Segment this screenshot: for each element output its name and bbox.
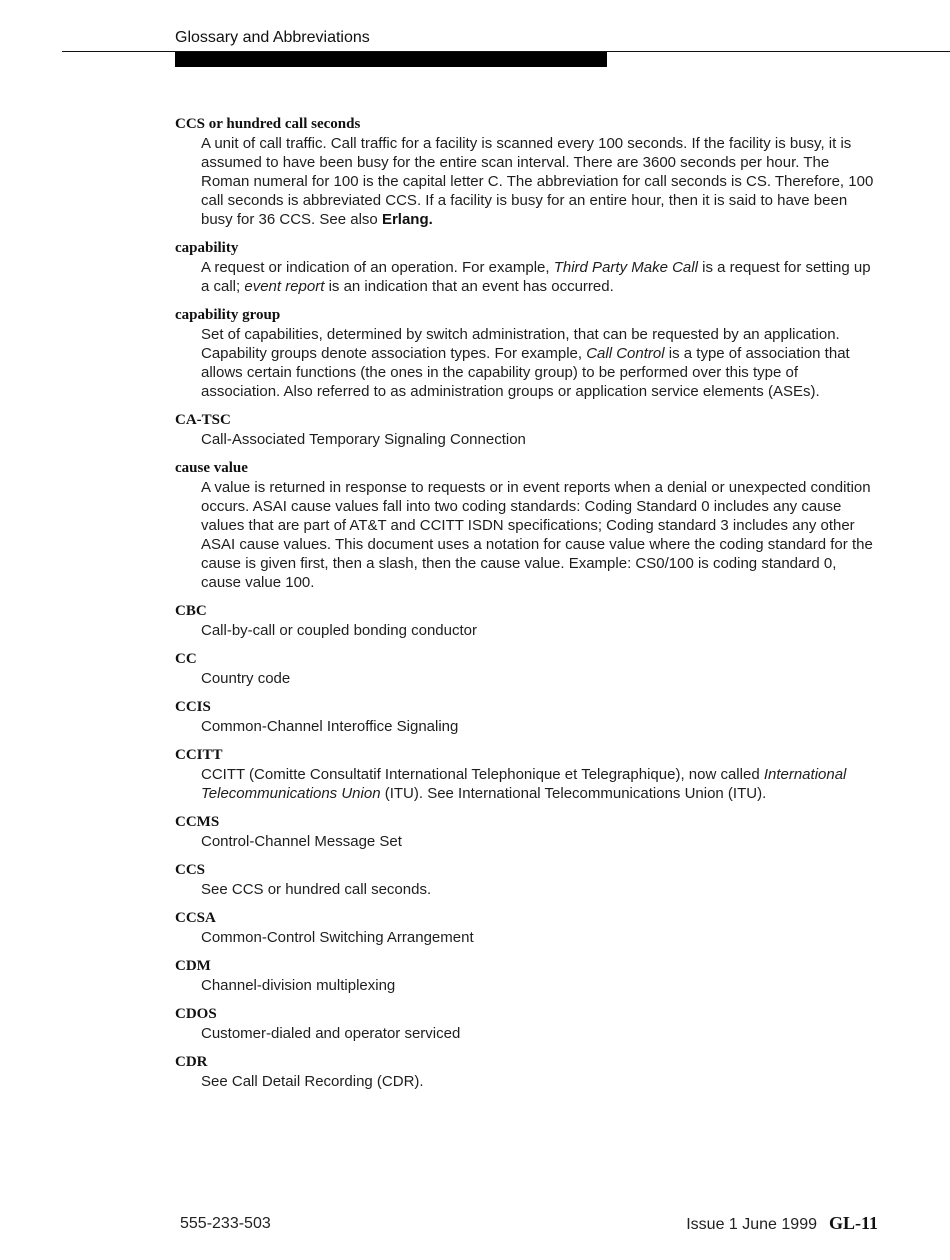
glossary-term: CCS or hundred call seconds bbox=[175, 116, 361, 132]
glossary-definition bbox=[201, 258, 880, 296]
glossary-definition bbox=[201, 1072, 880, 1091]
glossary-entry bbox=[175, 909, 880, 947]
glossary-entry bbox=[175, 411, 880, 449]
glossary-term: cause value bbox=[175, 460, 248, 476]
glossary-definition bbox=[201, 621, 880, 640]
glossary-term: CDM bbox=[175, 958, 211, 974]
definition-text: Erlang. bbox=[381, 211, 433, 228]
glossary-term: CCITT bbox=[175, 747, 223, 763]
footer-issue: Issue 1 June 1999 bbox=[686, 1216, 817, 1233]
glossary-entry bbox=[175, 602, 880, 640]
glossary-entry bbox=[175, 306, 880, 401]
glossary-definition bbox=[201, 765, 880, 803]
definition-text: See CCS or hundred call seconds. bbox=[201, 881, 432, 898]
footer-info bbox=[686, 1213, 878, 1234]
glossary-entry bbox=[175, 957, 880, 995]
glossary-term: CCS bbox=[175, 862, 206, 878]
glossary-entry bbox=[175, 746, 880, 803]
definition-text: A unit of call traffic. Call traffic for a facility is scanned every 100 seconds. If the facility is busy, it is assumed to have been busy for the entire scan interval. There are 3600 seconds per hour. The Roman numeral for 100 is the capital letter C. The abbreviation for call seconds is CS. Therefore, 100 call seconds is abbreviated CCS. If a facility is busy for an entire hour, then it is said to have been busy for 36 CCS. See also bbox=[201, 135, 874, 228]
glossary-term: capability group bbox=[175, 307, 281, 323]
glossary-entry bbox=[175, 115, 880, 229]
footer-page-number: GL-11 bbox=[828, 1213, 878, 1233]
glossary-term: CCSA bbox=[175, 910, 216, 926]
definition-text: is a type of association that allows certain functions (the ones in the capability group) to be performed over this type of association. Also referred to as administration groups or application service elements (ASEs). bbox=[201, 345, 850, 400]
glossary-definition bbox=[201, 669, 880, 688]
glossary-definition bbox=[201, 717, 880, 736]
glossary-definition bbox=[201, 325, 880, 401]
definition-text: Customer-dialed and operator serviced bbox=[201, 1025, 461, 1042]
glossary-entry bbox=[175, 239, 880, 296]
glossary-definition bbox=[201, 1024, 880, 1043]
header-bar bbox=[175, 52, 607, 67]
definition-text: Control-Channel Message Set bbox=[201, 833, 402, 850]
glossary-definition bbox=[201, 976, 880, 995]
glossary-entry bbox=[175, 1053, 880, 1091]
definition-text: is a request for setting up a call; bbox=[201, 259, 871, 295]
glossary-list bbox=[175, 115, 880, 1101]
glossary-entry bbox=[175, 459, 880, 592]
glossary-entry bbox=[175, 813, 880, 851]
glossary-definition bbox=[201, 928, 880, 947]
definition-text: is an indication that an event has occurred. bbox=[324, 278, 614, 295]
definition-text: Common-Channel Interoffice Signaling bbox=[201, 718, 459, 735]
glossary-entry bbox=[175, 1005, 880, 1043]
glossary-definition bbox=[201, 430, 880, 449]
glossary-entry bbox=[175, 650, 880, 688]
definition-text: A request or indication of an operation. For example, bbox=[201, 259, 554, 276]
definition-text: Call-Associated Temporary Signaling Connection bbox=[201, 431, 526, 448]
glossary-term: CCMS bbox=[175, 814, 220, 830]
glossary-term: CDOS bbox=[175, 1006, 217, 1022]
definition-text: (ITU). See International Telecommunications Union (ITU). bbox=[380, 785, 767, 802]
definition-text: Channel-division multiplexing bbox=[201, 977, 396, 994]
definition-text: CCITT (Comitte Consultatif International Telephonique et Telegraphique), now called bbox=[201, 766, 764, 783]
definition-text: International Telecommunications Union bbox=[201, 766, 847, 802]
definition-text: Third Party Make Call bbox=[553, 259, 698, 276]
definition-text: Set of capabilities, determined by switch administration, that can be requested by an application. Capability groups denote association types. For example, bbox=[201, 326, 840, 362]
definition-text: event report bbox=[244, 278, 325, 295]
definition-text: A value is returned in response to requests or in event reports when a denial or unexpected condition occurs. ASAI cause values fall into two coding standards: Coding Standard 0 includes any cause values that are part of AT&T and CCITT ISDN specifications; Coding standard 3 includes any other ASAI cause values. This document uses a notation for cause value where the coding standard for the cause is given first, then a slash, then the cause value. Example: CS0/100 is coding standard 0, cause value 100. bbox=[201, 479, 873, 591]
definition-text: Call-by-call or coupled bonding conductor bbox=[201, 622, 477, 639]
footer-doc-number: 555-233-503 bbox=[180, 1215, 271, 1232]
glossary-definition bbox=[201, 478, 880, 592]
definition-text: Country code bbox=[201, 670, 291, 687]
glossary-term: CA-TSC bbox=[175, 412, 231, 428]
definition-text: Call Control bbox=[586, 345, 665, 362]
glossary-term: CCIS bbox=[175, 699, 211, 715]
glossary-term: CC bbox=[175, 651, 197, 667]
glossary-term: capability bbox=[175, 240, 239, 256]
definition-text: See Call Detail Recording (CDR). bbox=[201, 1073, 424, 1090]
glossary-definition bbox=[201, 832, 880, 851]
glossary-entry bbox=[175, 861, 880, 899]
glossary-entry bbox=[175, 698, 880, 736]
glossary-term: CBC bbox=[175, 603, 207, 619]
header-title: Glossary and Abbreviations bbox=[175, 29, 370, 46]
glossary-definition bbox=[201, 134, 880, 229]
glossary-definition bbox=[201, 880, 880, 899]
glossary-term: CDR bbox=[175, 1054, 208, 1070]
definition-text: Common-Control Switching Arrangement bbox=[201, 929, 474, 946]
